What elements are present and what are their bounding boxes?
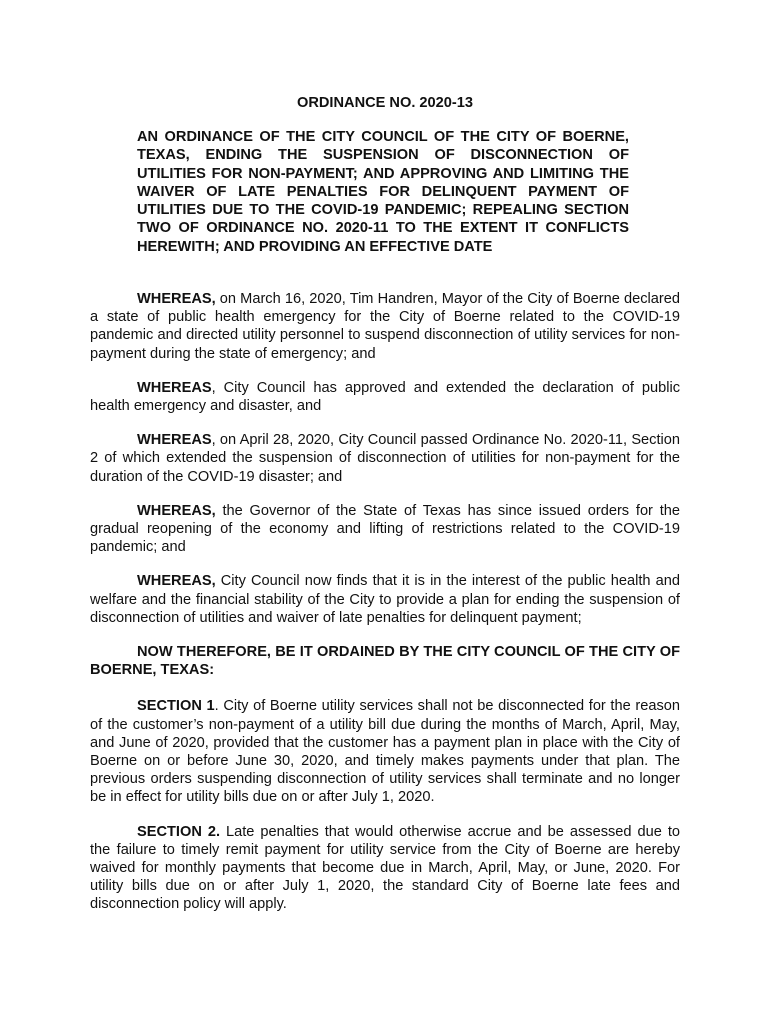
whereas-label: WHEREAS [137, 379, 212, 396]
whereas-label: WHEREAS, [137, 573, 216, 590]
section-text: Late penalties that would otherwise accrue and be assessed due to the failure to timely remit payment for utility service from the City of Boerne are hereby waived for monthly payments that become due in March, April, May, or June, 2020. For utility bills due on or after July 1, 2020, the standard City of Boerne late fees and disconnection policy will apply. [90, 823, 680, 913]
whereas-paragraph [90, 379, 680, 415]
section-label: SECTION 2. [137, 823, 221, 840]
whereas-label: WHEREAS [137, 432, 212, 449]
whereas-paragraph [90, 572, 680, 627]
whereas-text: , City Council has approved and extended the declaration of public health emergency and disaster, and [90, 379, 680, 415]
section-label: SECTION 1 [137, 698, 215, 715]
whereas-paragraph [90, 431, 680, 486]
ordaining-clause: NOW THEREFORE, BE IT ORDAINED BY THE CITY COUNCIL OF THE CITY OF BOERNE, TEXAS: [90, 644, 680, 679]
section-1-paragraph [90, 697, 680, 806]
section-text: . City of Boerne utility services shall not be disconnected for the reason of the customer’s non-payment of a utility bill due during the months of March, April, May, and June of 2020, provided that the customer has a payment plan in place with the City of Boerne on or before June 30, 2020, and timely makes payments under that plan. The previous orders suspending disconnection of utility services shall terminate and no longer be in effect for utility bills due on or after July 1, 2020. [90, 698, 680, 806]
ordinance-body [90, 290, 680, 930]
whereas-text: City Council now finds that it is in the interest of the public health and welfare and the financial stability of the City to provide a plan for ending the suspension of disconnection of utilities and waiver of late penalties for delinquent payment; [90, 573, 680, 626]
whereas-label: WHEREAS, [137, 291, 216, 307]
whereas-label: WHEREAS, [137, 502, 216, 519]
ordinance-title: ORDINANCE NO. 2020-13 [297, 95, 473, 111]
whereas-text: , on April 28, 2020, City Council passed Ordinance No. 2020-11, Section 2 of which extended the suspension of disconnection of utilities for non-payment for the duration of the COVID-19 disaster; and [90, 432, 680, 485]
ordinance-caption: AN ORDINANCE OF THE CITY COUNCIL OF THE CITY OF BOERNE, TEXAS, ENDING THE SUSPENSION OF DISCONNECTION OF UTILITIES FOR NON-PAYMENT; AND APPROVING AND LIMITING THE WAIVER OF LATE PENALTIES FOR DELINQUENT PAYMENT OF UTILITIES DUE TO THE COVID-19 PANDEMIC; REPEALING SECTION TWO OF ORDINANCE NO. 2020-11 TO THE EXTENT IT CONFLICTS HEREWITH; AND PROVIDING AN EFFECTIVE DATE [137, 129, 629, 255]
section-2-paragraph [90, 823, 680, 914]
whereas-paragraph [90, 290, 680, 363]
whereas-paragraph [90, 502, 680, 557]
whereas-text: the Governor of the State of Texas has since issued orders for the gradual reopening of the economy and lifting of restrictions related to the COVID-19 pandemic; and [90, 502, 680, 556]
whereas-text: on March 16, 2020, Tim Handren, Mayor of the City of Boerne declared a state of public health emergency for the City of Boerne related to the COVID-19 pandemic and directed utility personnel to suspend disconnection of utility services for non-payment during the state of emergency; and [90, 291, 680, 362]
